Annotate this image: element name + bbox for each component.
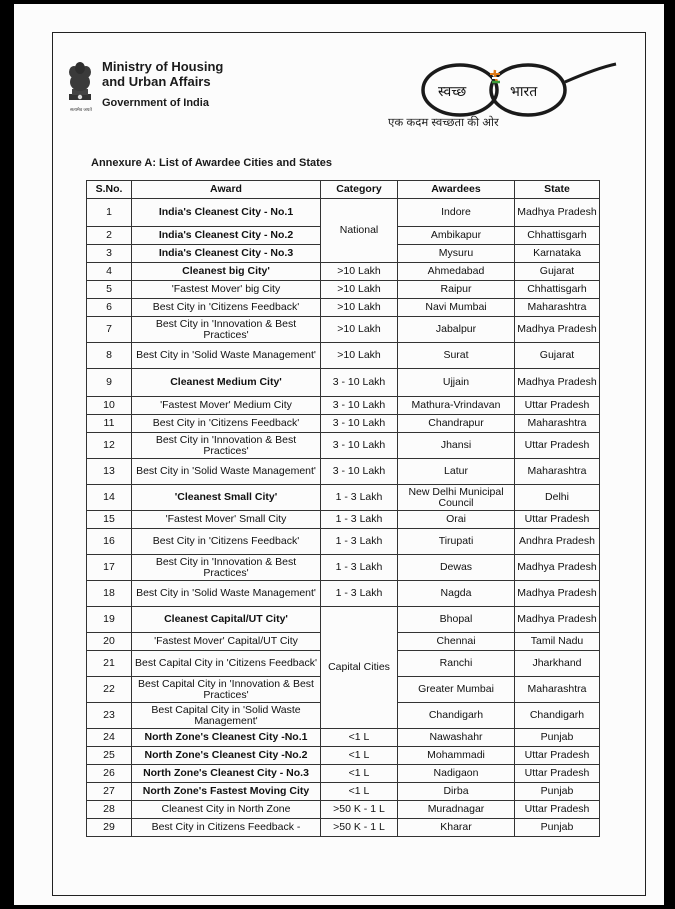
cell-sno: 23 <box>87 703 132 729</box>
cell-category: 3 - 10 Lakh <box>321 433 398 459</box>
column-header-awardees: Awardees <box>398 181 515 199</box>
cell-sno: 3 <box>87 245 132 263</box>
cell-state: Karnataka <box>515 245 600 263</box>
cell-awardee: Muradnagar <box>398 801 515 819</box>
cell-sno: 22 <box>87 677 132 703</box>
cell-award: Cleanest Medium City' <box>132 369 321 397</box>
cell-awardee: Tirupati <box>398 529 515 555</box>
cell-category: 1 - 3 Lakh <box>321 529 398 555</box>
cell-award: 'Fastest Mover' Capital/UT City <box>132 633 321 651</box>
cell-category: 3 - 10 Lakh <box>321 415 398 433</box>
cell-state: Maharashtra <box>515 459 600 485</box>
cell-state: Punjab <box>515 819 600 837</box>
cell-category: >50 K - 1 L <box>321 801 398 819</box>
cell-award: India's Cleanest City - No.1 <box>132 199 321 227</box>
cell-sno: 18 <box>87 581 132 607</box>
table-row <box>87 581 600 607</box>
cell-category: 3 - 10 Lakh <box>321 459 398 485</box>
cell-award: Best City in 'Innovation & Best Practices' <box>132 433 321 459</box>
cell-sno: 17 <box>87 555 132 581</box>
cell-sno: 4 <box>87 263 132 281</box>
cell-category: >10 Lakh <box>321 343 398 369</box>
table-header-row <box>87 181 600 199</box>
cell-category: <1 L <box>321 729 398 747</box>
cell-awardee: Kharar <box>398 819 515 837</box>
table-row <box>87 343 600 369</box>
cell-state: Chandigarh <box>515 703 600 729</box>
cell-award: Best City in 'Citizens Feedback' <box>132 529 321 555</box>
cell-state: Madhya Pradesh <box>515 607 600 633</box>
cell-sno: 24 <box>87 729 132 747</box>
table-row <box>87 299 600 317</box>
cell-award: Cleanest Capital/UT City' <box>132 607 321 633</box>
cell-award: Best City in 'Solid Waste Management' <box>132 459 321 485</box>
cell-award: Best Capital City in 'Innovation & Best Practices' <box>132 677 321 703</box>
cell-state: Andhra Pradesh <box>515 529 600 555</box>
cell-awardee: Ahmedabad <box>398 263 515 281</box>
cell-state: Madhya Pradesh <box>515 369 600 397</box>
logo-text-bharat: भारत <box>510 84 538 100</box>
table-row <box>87 555 600 581</box>
cell-awardee: Ambikapur <box>398 227 515 245</box>
cell-award: 'Fastest Mover' Medium City <box>132 397 321 415</box>
cell-award: India's Cleanest City - No.3 <box>132 245 321 263</box>
cell-award: Best City in 'Solid Waste Management' <box>132 581 321 607</box>
cell-state: Uttar Pradesh <box>515 511 600 529</box>
cell-state: Gujarat <box>515 263 600 281</box>
cell-sno: 10 <box>87 397 132 415</box>
cell-sno: 26 <box>87 765 132 783</box>
cell-sno: 12 <box>87 433 132 459</box>
cell-awardee: Mysuru <box>398 245 515 263</box>
cell-category: >10 Lakh <box>321 263 398 281</box>
cell-category: Capital Cities <box>321 607 398 729</box>
cell-sno: 21 <box>87 651 132 677</box>
table-row <box>87 765 600 783</box>
cell-awardee: Bhopal <box>398 607 515 633</box>
cell-sno: 8 <box>87 343 132 369</box>
table-row <box>87 529 600 555</box>
national-emblem-icon <box>63 56 97 108</box>
cell-category: <1 L <box>321 783 398 801</box>
cell-state: Maharashtra <box>515 415 600 433</box>
cell-award: North Zone's Fastest Moving City <box>132 783 321 801</box>
cell-state: Maharashtra <box>515 677 600 703</box>
cell-awardee: Orai <box>398 511 515 529</box>
cell-awardee: Jhansi <box>398 433 515 459</box>
table-row <box>87 607 600 633</box>
cell-category: National <box>321 199 398 263</box>
cell-sno: 25 <box>87 747 132 765</box>
cell-sno: 6 <box>87 299 132 317</box>
cell-award: Best Capital City in 'Solid Waste Management' <box>132 703 321 729</box>
cell-state: Maharashtra <box>515 299 600 317</box>
cell-awardee: New Delhi Municipal Council <box>398 485 515 511</box>
cell-award: Best Capital City in 'Citizens Feedback' <box>132 651 321 677</box>
table-row <box>87 729 600 747</box>
table-row <box>87 397 600 415</box>
cell-category: <1 L <box>321 747 398 765</box>
table-row <box>87 199 600 227</box>
cell-state: Madhya Pradesh <box>515 581 600 607</box>
table-row <box>87 415 600 433</box>
cell-state: Madhya Pradesh <box>515 199 600 227</box>
cell-award: Best City in 'Citizens Feedback' <box>132 299 321 317</box>
cell-state: Gujarat <box>515 343 600 369</box>
cell-category: <1 L <box>321 765 398 783</box>
cell-awardee: Greater Mumbai <box>398 677 515 703</box>
cell-state: Jharkhand <box>515 651 600 677</box>
cell-sno: 5 <box>87 281 132 299</box>
cell-award: India's Cleanest City - No.2 <box>132 227 321 245</box>
cell-state: Tamil Nadu <box>515 633 600 651</box>
column-header-sno: S.No. <box>87 181 132 199</box>
cell-state: Madhya Pradesh <box>515 317 600 343</box>
ministry-line-2: and Urban Affairs <box>102 74 211 89</box>
cell-state: Uttar Pradesh <box>515 801 600 819</box>
column-header-award: Award <box>132 181 321 199</box>
cell-awardee: Indore <box>398 199 515 227</box>
cell-state: Chhattisgarh <box>515 281 600 299</box>
table-row <box>87 819 600 837</box>
cell-state: Punjab <box>515 783 600 801</box>
government-label: Government of India <box>102 97 209 109</box>
cell-award: 'Fastest Mover' Small City <box>132 511 321 529</box>
cell-sno: 1 <box>87 199 132 227</box>
cell-awardee: Ranchi <box>398 651 515 677</box>
cell-award: North Zone's Cleanest City -No.2 <box>132 747 321 765</box>
cell-category: 1 - 3 Lakh <box>321 485 398 511</box>
cell-awardee: Chandrapur <box>398 415 515 433</box>
table-row <box>87 317 600 343</box>
cell-state: Delhi <box>515 485 600 511</box>
table-row <box>87 433 600 459</box>
cell-sno: 9 <box>87 369 132 397</box>
table-row <box>87 783 600 801</box>
cell-award: Best City in 'Solid Waste Management' <box>132 343 321 369</box>
cell-awardee: Jabalpur <box>398 317 515 343</box>
table-row <box>87 281 600 299</box>
cell-awardee: Latur <box>398 459 515 485</box>
cell-award: Best City in 'Innovation & Best Practices' <box>132 317 321 343</box>
cell-category: 1 - 3 Lakh <box>321 555 398 581</box>
cell-awardee: Surat <box>398 343 515 369</box>
cell-category: >50 K - 1 L <box>321 819 398 837</box>
cell-sno: 29 <box>87 819 132 837</box>
ministry-line-1: Ministry of Housing <box>102 59 224 74</box>
cell-state: Uttar Pradesh <box>515 747 600 765</box>
cell-awardee: Mohammadi <box>398 747 515 765</box>
cell-award: 'Cleanest Small City' <box>132 485 321 511</box>
cell-awardee: Ujjain <box>398 369 515 397</box>
cell-awardee: Nawashahr <box>398 729 515 747</box>
cell-sno: 15 <box>87 511 132 529</box>
table-row <box>87 801 600 819</box>
cell-category: >10 Lakh <box>321 281 398 299</box>
cell-category: 3 - 10 Lakh <box>321 397 398 415</box>
cell-sno: 2 <box>87 227 132 245</box>
cell-awardee: Dirba <box>398 783 515 801</box>
column-header-category: Category <box>321 181 398 199</box>
cell-sno: 13 <box>87 459 132 485</box>
cell-category: 1 - 3 Lakh <box>321 581 398 607</box>
cell-state: Uttar Pradesh <box>515 397 600 415</box>
table-row <box>87 369 600 397</box>
cell-awardee: Dewas <box>398 555 515 581</box>
cell-awardee: Raipur <box>398 281 515 299</box>
cell-award: North Zone's Cleanest City - No.3 <box>132 765 321 783</box>
cell-category: >10 Lakh <box>321 299 398 317</box>
cell-award: Cleanest big City' <box>132 263 321 281</box>
cell-sno: 7 <box>87 317 132 343</box>
table-row <box>87 263 600 281</box>
swachh-bharat-logo <box>412 60 620 120</box>
cell-state: Uttar Pradesh <box>515 433 600 459</box>
cell-sno: 11 <box>87 415 132 433</box>
cell-award: Best City in 'Citizens Feedback' <box>132 415 321 433</box>
ministry-name <box>102 59 223 89</box>
cell-award: Cleanest City in North Zone <box>132 801 321 819</box>
cell-awardee: Chandigarh <box>398 703 515 729</box>
cell-sno: 20 <box>87 633 132 651</box>
table-row <box>87 747 600 765</box>
table-row <box>87 511 600 529</box>
cell-awardee: Nadigaon <box>398 765 515 783</box>
emblem-caption: सत्यमेव जयते <box>70 107 92 112</box>
table-row <box>87 485 600 511</box>
logo-text-swachh: स्वच्छ <box>438 84 467 100</box>
cell-state: Chhattisgarh <box>515 227 600 245</box>
cell-award: 'Fastest Mover' big City <box>132 281 321 299</box>
cell-state: Punjab <box>515 729 600 747</box>
cell-category: 1 - 3 Lakh <box>321 511 398 529</box>
cell-awardee: Chennai <box>398 633 515 651</box>
swachh-tagline: एक कदम स्वच्छता की ओर <box>388 117 499 129</box>
table-row <box>87 459 600 485</box>
cell-state: Madhya Pradesh <box>515 555 600 581</box>
cell-award: North Zone's Cleanest City -No.1 <box>132 729 321 747</box>
cell-award: Best City in 'Innovation & Best Practices' <box>132 555 321 581</box>
cell-awardee: Nagda <box>398 581 515 607</box>
cell-sno: 14 <box>87 485 132 511</box>
cell-awardee: Mathura-Vrindavan <box>398 397 515 415</box>
cell-state: Uttar Pradesh <box>515 765 600 783</box>
cell-award: Best City in Citizens Feedback - <box>132 819 321 837</box>
cell-category: 3 - 10 Lakh <box>321 369 398 397</box>
column-header-state: State <box>515 181 600 199</box>
cell-sno: 19 <box>87 607 132 633</box>
annexure-title: Annexure A: List of Awardee Cities and States <box>91 157 333 169</box>
cell-awardee: Navi Mumbai <box>398 299 515 317</box>
cell-sno: 16 <box>87 529 132 555</box>
cell-category: >10 Lakh <box>321 317 398 343</box>
awardee-table <box>86 180 600 837</box>
cell-sno: 27 <box>87 783 132 801</box>
cell-sno: 28 <box>87 801 132 819</box>
